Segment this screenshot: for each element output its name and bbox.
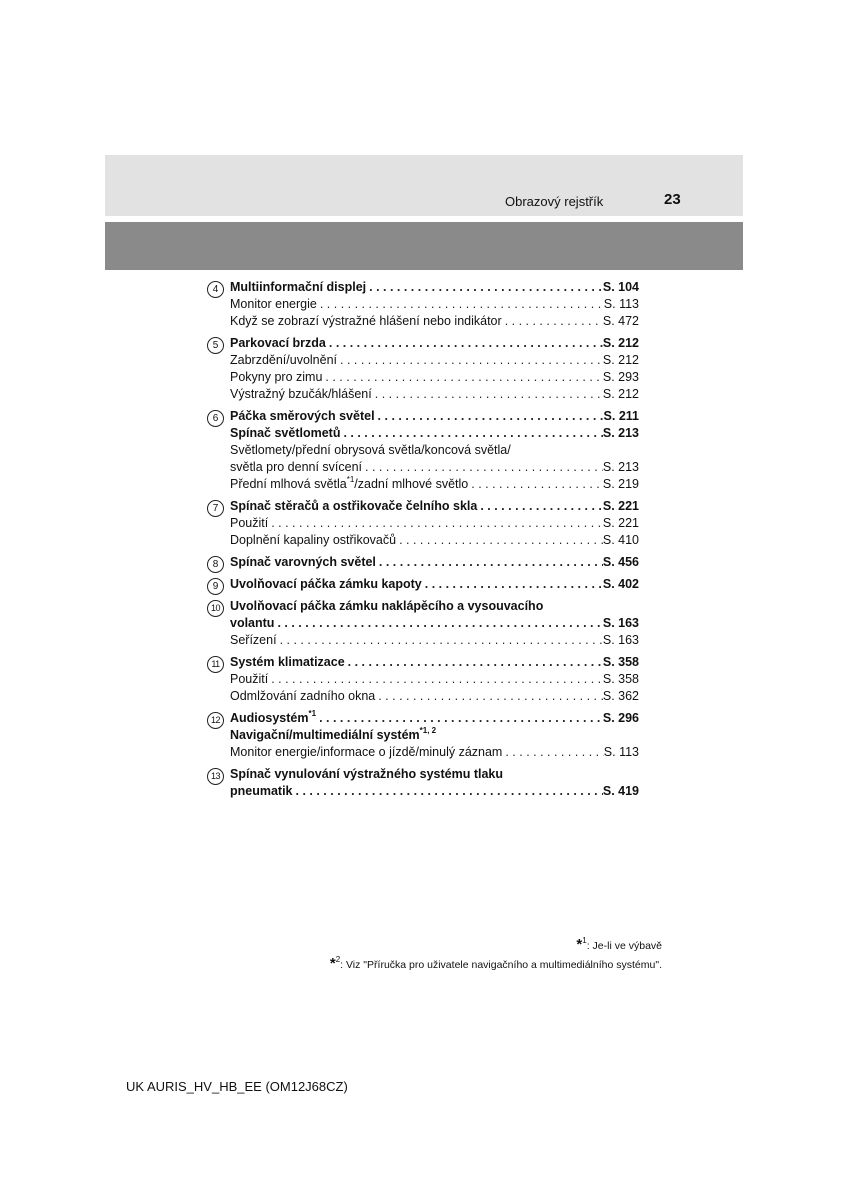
page-reference[interactable]: S. 293 <box>602 370 639 384</box>
page-reference[interactable]: S. 212 <box>602 336 639 350</box>
footnote: *$^1$: Je-li ve výbavě <box>576 936 662 953</box>
index-group <box>207 710 639 761</box>
page-reference[interactable]: S. 410 <box>602 533 639 547</box>
dot-leader <box>326 335 603 352</box>
dot-leader <box>340 425 602 442</box>
page-reference[interactable]: S. 113 <box>603 745 639 759</box>
dot-leader <box>375 408 604 425</box>
header-band <box>105 155 743 216</box>
page-reference[interactable]: S. 362 <box>602 689 639 703</box>
index-entry[interactable] <box>230 598 639 615</box>
entry-text: Zabrzdění/uvolnění <box>230 353 338 367</box>
footnotes <box>330 936 662 974</box>
dot-leader <box>293 783 603 800</box>
index-group <box>207 498 639 549</box>
dot-leader <box>322 369 602 386</box>
index-entry[interactable] <box>230 369 639 386</box>
index-list <box>207 279 639 805</box>
circled-number: 6 <box>207 410 224 427</box>
page-reference[interactable]: S. 104 <box>602 280 639 294</box>
page-reference[interactable]: S. 213 <box>602 460 639 474</box>
header-bar <box>105 222 743 270</box>
entry-text: Uvolňovací páčka zámku kapoty <box>230 577 422 591</box>
footnote-marker: *1, 2 <box>419 726 437 735</box>
dot-leader <box>502 744 603 761</box>
entry-text: Multiinformační displej <box>230 280 367 294</box>
page-reference[interactable]: S. 358 <box>602 672 639 686</box>
page-reference[interactable]: S. 219 <box>602 477 639 491</box>
entry-text: volantu <box>230 616 275 630</box>
entry-text: Parkovací brzda <box>230 336 326 350</box>
entry-text: Výstražný bzučák/hlášení <box>230 387 372 401</box>
index-entry[interactable] <box>230 442 639 459</box>
entry-text: pneumatik <box>230 784 293 798</box>
dot-leader <box>422 576 603 593</box>
dot-leader <box>316 710 603 727</box>
entry-text: Doplnění kapaliny ostřikovačů <box>230 533 397 547</box>
index-group <box>207 408 639 493</box>
index-entry[interactable] <box>230 744 639 761</box>
entry-text: Odmlžování zadního okna <box>230 689 376 703</box>
dot-leader <box>366 279 603 296</box>
index-entry[interactable] <box>230 459 639 476</box>
entry-text: Použití <box>230 516 269 530</box>
entry-text: Přední mlhová světla$^{*1}$/zadní mlhové světlo <box>230 475 469 491</box>
circled-number: 9 <box>207 578 224 595</box>
index-group <box>207 654 639 705</box>
dot-leader <box>372 386 603 403</box>
index-entry[interactable] <box>230 727 639 744</box>
index-group <box>207 598 639 649</box>
dot-leader <box>317 296 604 313</box>
circled-number: 4 <box>207 281 224 298</box>
index-entry[interactable] <box>230 632 639 649</box>
index-entry[interactable] <box>230 532 639 549</box>
page-reference[interactable]: S. 402 <box>602 577 639 591</box>
index-entry[interactable] <box>230 296 639 313</box>
circled-number: 12 <box>207 712 224 729</box>
index-entry[interactable] <box>230 425 639 442</box>
index-group <box>207 576 639 593</box>
dot-leader <box>375 688 603 705</box>
page-number: 23 <box>664 191 681 208</box>
page-reference[interactable]: S. 212 <box>602 387 639 401</box>
circled-number: 10 <box>207 600 224 617</box>
page-reference[interactable]: S. 212 <box>602 353 639 367</box>
circled-number: 8 <box>207 556 224 573</box>
index-entry[interactable] <box>230 386 639 403</box>
page-reference[interactable]: S. 221 <box>602 499 639 513</box>
circled-number: 7 <box>207 500 224 517</box>
entry-text: Systém klimatizace <box>230 655 345 669</box>
page-reference[interactable]: S. 456 <box>602 555 639 569</box>
entry-text: Navigační/multimediální systém$^{*1, 2}$ <box>230 726 437 742</box>
entry-text: Spínač vynulování výstražného systému tlaku <box>230 767 504 781</box>
index-entry[interactable] <box>230 576 639 593</box>
index-entry[interactable] <box>230 671 639 688</box>
index-entry[interactable] <box>230 313 639 330</box>
entry-text: Audiosystém$^{*1}$ <box>230 709 317 725</box>
index-entry[interactable] <box>230 615 639 632</box>
dot-leader <box>396 532 603 549</box>
index-entry[interactable] <box>230 408 639 425</box>
index-entry[interactable] <box>230 279 639 296</box>
circled-number: 5 <box>207 337 224 354</box>
footnote-marker: *1 <box>308 709 317 718</box>
page-reference[interactable]: S. 296 <box>602 711 639 725</box>
page-reference[interactable]: S. 213 <box>602 426 639 440</box>
dot-leader <box>477 498 603 515</box>
footnote-marker: *1 <box>346 475 355 484</box>
entry-text: Páčka směrových světel <box>230 409 375 423</box>
entry-text: Uvolňovací páčka zámku naklápěcího a vysouvacího <box>230 599 544 613</box>
index-entry[interactable] <box>230 783 639 800</box>
index-entry[interactable] <box>230 335 639 352</box>
entry-text: Světlomety/přední obrysová světla/koncová světla/ <box>230 443 511 457</box>
page-reference[interactable]: S. 358 <box>602 655 639 669</box>
dot-leader <box>277 632 603 649</box>
index-entry[interactable] <box>230 498 639 515</box>
dot-leader <box>274 615 602 632</box>
dot-leader <box>268 515 603 532</box>
index-group <box>207 279 639 330</box>
dot-leader <box>502 313 603 330</box>
entry-text: Monitor energie/informace o jízdě/minulý záznam <box>230 745 503 759</box>
dot-leader <box>268 671 603 688</box>
dot-leader <box>362 459 603 476</box>
entry-text: Spínač světlometů <box>230 426 341 440</box>
page-reference[interactable]: S. 472 <box>602 314 639 328</box>
index-entry[interactable] <box>230 554 639 571</box>
entry-text: Spínač stěračů a ostřikovače čelního skla <box>230 499 478 513</box>
page-reference[interactable]: S. 419 <box>602 784 639 798</box>
page-reference[interactable]: S. 163 <box>602 616 639 630</box>
index-group <box>207 766 639 800</box>
entry-text: Spínač varovných světel <box>230 555 376 569</box>
page-reference[interactable]: S. 211 <box>603 409 639 423</box>
index-entry[interactable] <box>230 710 639 727</box>
entry-text: Pokyny pro zimu <box>230 370 323 384</box>
dot-leader <box>345 654 603 671</box>
index-group <box>207 554 639 571</box>
page-reference[interactable]: S. 163 <box>602 633 639 647</box>
dot-leader <box>337 352 603 369</box>
index-entry[interactable] <box>230 654 639 671</box>
index-entry[interactable] <box>230 688 639 705</box>
index-entry[interactable] <box>230 476 639 493</box>
page-reference[interactable]: S. 113 <box>603 297 639 311</box>
index-group <box>207 335 639 403</box>
page-reference[interactable]: S. 221 <box>602 516 639 530</box>
index-entry[interactable] <box>230 766 639 783</box>
footnote: *$^2$: Viz "Příručka pro uživatele navigačního a multimediálního systému". <box>329 955 662 972</box>
entry-text: světla pro denní svícení <box>230 460 363 474</box>
entry-text: Monitor energie <box>230 297 317 311</box>
dot-leader <box>468 476 603 493</box>
circled-number: 13 <box>207 768 224 785</box>
entry-text: Použití <box>230 672 269 686</box>
index-entry[interactable] <box>230 515 639 532</box>
document-code: UK AURIS_HV_HB_EE (OM12J68CZ) <box>126 1079 348 1094</box>
circled-number: 11 <box>207 656 224 673</box>
entry-text: Když se zobrazí výstražné hlášení nebo indikátor <box>230 314 502 328</box>
entry-text: Seřízení <box>230 633 277 647</box>
index-entry[interactable] <box>230 352 639 369</box>
section-title: Obrazový rejstřík <box>505 194 604 209</box>
dot-leader <box>376 554 603 571</box>
